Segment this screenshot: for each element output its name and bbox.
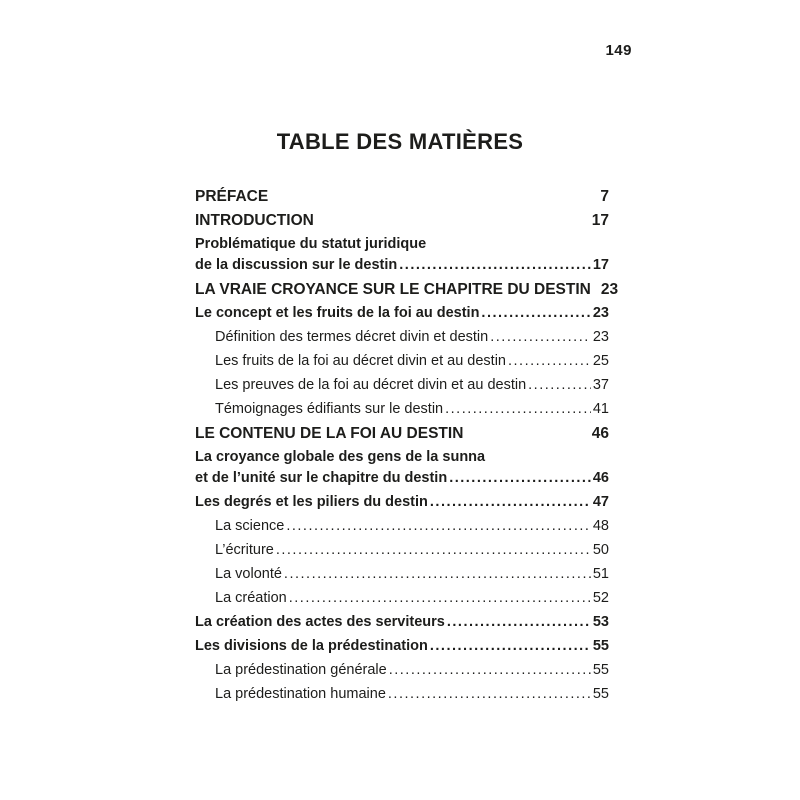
toc-entry-label: La croyance globale des gens de la sunna	[195, 449, 486, 465]
toc-dot-leader	[481, 303, 590, 324]
toc-entry-page: 37	[592, 377, 609, 393]
toc-entry-page: 23	[592, 305, 609, 321]
toc-dot-leader	[449, 468, 591, 489]
toc-dot-leader	[284, 564, 591, 585]
toc-entry-page: 23	[592, 329, 609, 345]
toc-entry-label: LA VRAIE CROYANCE SUR LE CHAPITRE DU DESTIN	[195, 281, 591, 298]
toc-entry-label: Les divisions de la prédestination	[195, 638, 428, 654]
toc-entry	[195, 540, 609, 561]
toc-dot-leader	[388, 684, 591, 705]
toc-entry-page: 51	[592, 566, 609, 582]
toc-entry-label: Le concept et les fruits de la foi au destin	[195, 305, 480, 321]
toc-entry-label: PRÉFACE	[195, 188, 269, 205]
toc-entry-label: INTRODUCTION	[195, 212, 314, 229]
page-title: TABLE DES MATIÈRES	[276, 129, 524, 154]
toc-dot-leader	[276, 540, 591, 561]
toc-dot-leader	[445, 399, 591, 420]
toc-entry-label: Problématique du statut juridique	[195, 236, 427, 252]
toc-entry	[195, 351, 609, 372]
page-number: 149	[605, 42, 632, 59]
toc-entry	[195, 423, 609, 444]
toc-dot-leader	[490, 327, 591, 348]
toc-entry	[195, 375, 609, 396]
toc-entry-label: Témoignages édifiants sur le destin	[215, 401, 444, 417]
toc-entry-label: La science	[215, 518, 285, 534]
toc-entry-page: 41	[592, 401, 609, 417]
toc-entry-page: 53	[592, 614, 609, 630]
toc-entry	[195, 255, 609, 276]
toc-entry	[195, 303, 609, 324]
toc-entry-label: La création	[215, 590, 287, 606]
toc-entry	[195, 516, 609, 537]
toc-dot-leader	[528, 375, 591, 396]
toc-entry-page: 46	[591, 425, 609, 442]
toc-entry	[195, 279, 619, 300]
toc-dot-leader	[399, 255, 591, 276]
toc-entry-page: 46	[592, 470, 609, 486]
toc-entry	[195, 660, 609, 681]
toc-entry-label: Les fruits de la foi au décret divin et au destin	[215, 353, 506, 369]
toc-entry-page: 55	[592, 662, 609, 678]
toc-entry-label: La prédestination générale	[215, 662, 387, 678]
toc-entry-page: 55	[592, 686, 609, 702]
toc-entry-label: La prédestination humaine	[215, 686, 386, 702]
toc-entry-label: Définition des termes décret divin et destin	[215, 329, 489, 345]
toc-dot-leader	[430, 492, 591, 513]
toc-entry-label: L’écriture	[215, 542, 274, 558]
toc-dot-leader	[286, 516, 591, 537]
toc-entry-page: 55	[592, 638, 609, 654]
toc-entry-label: Les degrés et les piliers du destin	[195, 494, 428, 510]
toc-entry-page: 48	[592, 518, 609, 534]
toc-entry-page: 23	[600, 281, 619, 298]
toc-entry-label: LE CONTENU DE LA FOI AU DESTIN	[195, 425, 464, 442]
toc-entry-page: 52	[592, 590, 609, 606]
toc-entry-label: de la discussion sur le destin	[195, 257, 398, 273]
toc-entry-label: et de l’unité sur le chapitre du destin	[195, 470, 448, 486]
toc-entry	[195, 612, 609, 633]
toc-entry-page: 25	[592, 353, 609, 369]
toc-entry-label: Les preuves de la foi au décret divin et au destin	[215, 377, 527, 393]
toc-entry-label: La création des actes des serviteurs	[195, 614, 445, 630]
toc-entry-page: 17	[591, 212, 609, 229]
toc-entry-page: 50	[592, 542, 609, 558]
toc-entry-label: La volonté	[215, 566, 282, 582]
toc-entry	[195, 210, 609, 231]
toc-entry	[195, 234, 609, 255]
toc-entry	[195, 399, 609, 420]
toc-entry	[195, 492, 609, 513]
toc-entry	[195, 636, 609, 657]
table-of-contents	[195, 186, 619, 708]
toc-entry	[195, 684, 609, 705]
toc-dot-leader	[430, 636, 591, 657]
toc-entry	[195, 564, 609, 585]
toc-entry	[195, 588, 609, 609]
toc-entry	[195, 447, 609, 468]
toc-entry-page: 47	[592, 494, 609, 510]
toc-entry-page: 7	[600, 188, 609, 205]
toc-entry	[195, 327, 609, 348]
toc-entry	[195, 186, 609, 207]
toc-entry-page: 17	[592, 257, 609, 273]
toc-dot-leader	[289, 588, 591, 609]
toc-dot-leader	[508, 351, 591, 372]
toc-dot-leader	[389, 660, 591, 681]
toc-entry	[195, 468, 609, 489]
toc-dot-leader	[447, 612, 591, 633]
